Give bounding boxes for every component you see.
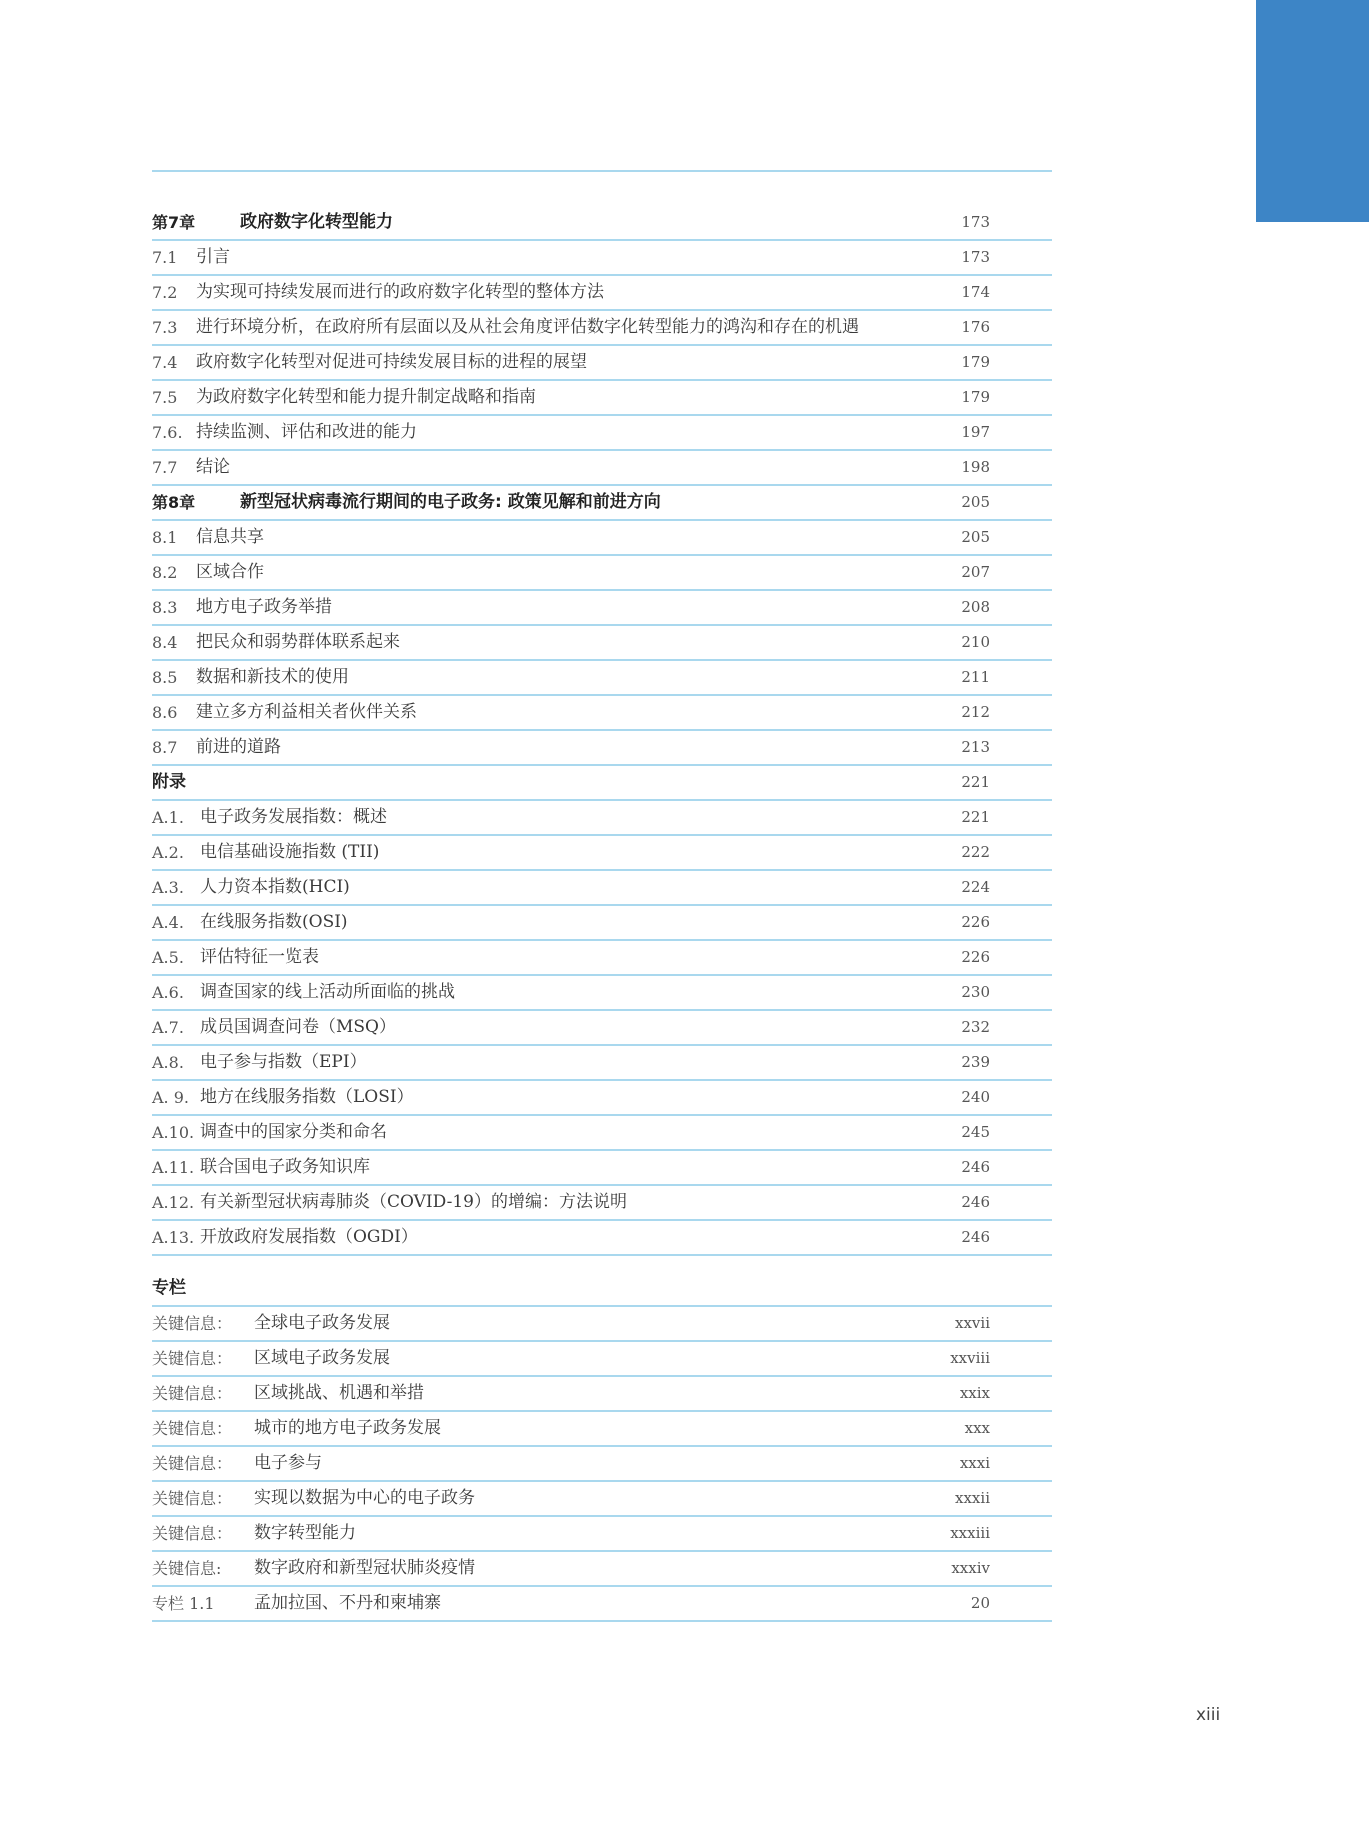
toc-entry[interactable] [152,1587,1052,1622]
page-number: 240 [961,1088,990,1106]
entry-title: 地方电子政务举措 [196,597,332,617]
page-number: xxvii [955,1314,990,1332]
page-number: 208 [961,598,990,616]
entry-number: 7.7 [152,458,178,477]
chapter-number: 第8章 [152,493,196,512]
toc-entry[interactable] [152,1377,1052,1412]
toc-entry[interactable] [152,1342,1052,1377]
toc-chapter-7[interactable] [152,206,1052,241]
page-number: xxviii [950,1349,990,1367]
toc-entry[interactable] [152,451,1052,486]
entry-title: 区域挑战、机遇和举措 [254,1383,424,1403]
entry-title: 在线服务指数(OSI) [200,912,348,932]
entry-title: 结论 [196,457,230,477]
page-number: 226 [961,913,990,931]
toc-entry[interactable] [152,871,1052,906]
entry-number: A.5. [152,948,184,967]
page-number: 197 [961,423,990,441]
page-number: 20 [970,1594,990,1612]
entry-number: A.7. [152,1018,184,1037]
page-number: 176 [961,318,990,336]
page-number: xxxi [959,1454,990,1472]
page-number: 198 [961,458,990,476]
toc-entry[interactable] [152,1081,1052,1116]
page-number: 205 [961,528,990,546]
page-number: 230 [961,983,990,1001]
page-number: 205 [961,493,990,511]
entry-number: A.12. [152,1193,195,1212]
entry-label: 关键信息： [152,1454,233,1473]
chapter-title: 新型冠状病毒流行期间的电子政务: 政策见解和前进方向 [240,492,661,512]
entry-number: A.1. [152,808,184,827]
toc-entry[interactable] [152,801,1052,836]
entry-title: 有关新型冠状病毒肺炎（COVID-19）的增编：方法说明 [200,1192,627,1212]
entry-title: 建立多方利益相关者伙伴关系 [196,702,417,722]
entry-title: 电子政务发展指数：概述 [200,807,387,827]
top-rule [152,170,1052,172]
toc-entry[interactable] [152,1482,1052,1517]
page-number: 173 [961,248,990,266]
toc-entry[interactable] [152,976,1052,1011]
entry-number: A.6. [152,983,184,1002]
page-number: 173 [961,213,990,231]
toc-entry[interactable] [152,416,1052,451]
toc-entry[interactable] [152,1221,1052,1256]
entry-label: 关键信息： [152,1489,233,1508]
page-number: 224 [961,878,990,896]
entry-number: 8.6 [152,703,178,722]
chapter-number: 第7章 [152,213,196,232]
entry-title: 数据和新技术的使用 [196,667,349,687]
entry-title: 持续监测、评估和改进的能力 [196,422,417,442]
entry-number: 8.7 [152,738,178,757]
entry-title: 全球电子政务发展 [254,1313,390,1333]
entry-number: 7.6. [152,423,183,442]
page-number: 211 [961,668,990,686]
page-number: 222 [961,843,990,861]
page-number: xxxiv [951,1559,990,1577]
entry-number: A.2. [152,843,184,862]
page-number: xxxii [955,1489,990,1507]
entry-title: 为政府数字化转型和能力提升制定战略和指南 [196,387,536,407]
entry-number: 7.1 [152,248,178,267]
entry-title: 成员国调查问卷（MSQ） [200,1017,396,1037]
entry-title: 电子参与 [254,1453,322,1473]
page-number: 232 [961,1018,990,1036]
toc-entry[interactable] [152,1552,1052,1587]
section-title: 附录 [152,772,186,792]
toc-boxes-heading[interactable] [152,1272,1052,1307]
page-number: 179 [961,388,990,406]
toc-entry[interactable] [152,626,1052,661]
entry-title: 进行环境分析，在政府所有层面以及从社会角度评估数字化转型能力的鸿沟和存在的机遇 [196,317,859,337]
entry-title: 孟加拉国、不丹和柬埔寨 [254,1593,441,1613]
toc-chapter-8[interactable] [152,486,1052,521]
page-number: xxxiii [950,1524,990,1542]
entry-number: 8.5 [152,668,178,687]
entry-title: 数字转型能力 [254,1523,356,1543]
toc-entry[interactable] [152,1412,1052,1447]
toc-entry[interactable] [152,1186,1052,1221]
entry-number: A.10. [152,1123,195,1142]
entry-title: 前进的道路 [196,737,281,757]
table-of-contents [152,170,1052,1622]
section-title: 专栏 [152,1278,186,1298]
entry-title: 信息共享 [196,527,264,547]
entry-title: 调查中的国家分类和命名 [200,1122,387,1142]
page-number: xxix [959,1384,990,1402]
entry-title: 区域合作 [196,562,264,582]
entry-number: 8.4 [152,633,178,652]
entry-number: 8.3 [152,598,178,617]
toc-entry[interactable] [152,591,1052,626]
entry-number: 7.2 [152,283,178,302]
entry-title: 联合国电子政务知识库 [200,1157,370,1177]
entry-label: 专栏 1.1 [152,1594,215,1613]
entry-label: 关键信息： [152,1524,233,1543]
entry-title: 为实现可持续发展而进行的政府数字化转型的整体方法 [196,282,604,302]
entry-number: A. 9. [152,1088,189,1107]
toc-entry[interactable] [152,241,1052,276]
entry-label: 关键信息： [152,1349,233,1368]
entry-label: 关键信息： [152,1419,233,1438]
page-number: 246 [961,1193,990,1211]
page-folio: xiii [1196,1705,1221,1725]
entry-title: 开放政府发展指数（OGDI） [200,1227,418,1247]
entry-title: 调查国家的线上活动所面临的挑战 [200,982,455,1002]
entry-title: 人力资本指数(HCI) [200,877,350,897]
entry-number: A.13. [152,1228,195,1247]
entry-title: 电信基础设施指数 (TII) [200,842,380,862]
entry-number: 7.3 [152,318,178,337]
entry-number: A.8. [152,1053,184,1072]
toc-entry[interactable] [152,1307,1052,1342]
page-number: 207 [961,563,990,581]
toc-entry[interactable] [152,836,1052,871]
entry-number: 8.1 [152,528,178,547]
page-number: 226 [961,948,990,966]
page-number: 179 [961,353,990,371]
entry-title: 区域电子政务发展 [254,1348,390,1368]
page-number: xxx [964,1419,990,1437]
toc-entry[interactable] [152,661,1052,696]
toc-entry[interactable] [152,696,1052,731]
page-number: 239 [961,1053,990,1071]
page-number: 213 [961,738,990,756]
entry-number: 7.5 [152,388,178,407]
entry-number: 7.4 [152,353,178,372]
toc-entry[interactable] [152,731,1052,766]
toc-entry[interactable] [152,1447,1052,1482]
page-number: 210 [961,633,990,651]
entry-label: 关键信息: [152,1559,222,1578]
toc-entry[interactable] [152,1116,1052,1151]
toc-entry[interactable] [152,311,1052,346]
chapter-title: 政府数字化转型能力 [240,212,393,232]
page-number: 221 [961,808,990,826]
toc-entry[interactable] [152,521,1052,556]
entry-label: 关键信息： [152,1314,233,1333]
entry-number: A.3. [152,878,184,897]
page-number: 246 [961,1158,990,1176]
entry-title: 数字政府和新型冠状肺炎疫情 [254,1558,475,1578]
entry-title: 引言 [196,247,230,267]
toc-entry[interactable] [152,941,1052,976]
toc-entry[interactable] [152,1151,1052,1186]
entry-title: 把民众和弱势群体联系起来 [196,632,400,652]
toc-entry[interactable] [152,1011,1052,1046]
toc-appendix-heading[interactable] [152,766,1052,801]
entry-title: 评估特征一览表 [200,947,319,967]
toc-entry[interactable] [152,1046,1052,1081]
entry-title: 地方在线服务指数（LOSI） [200,1087,414,1107]
toc-entry[interactable] [152,1517,1052,1552]
entry-number: 8.2 [152,563,178,582]
toc-entry[interactable] [152,381,1052,416]
chapter-color-tab [1256,0,1369,222]
page-number: 174 [961,283,990,301]
page-number: 245 [961,1123,990,1141]
entry-number: A.11. [152,1158,195,1177]
entry-number: A.4. [152,913,184,932]
page-number: 246 [961,1228,990,1246]
toc-entry[interactable] [152,906,1052,941]
page-number: 212 [961,703,990,721]
page-number: 221 [961,773,990,791]
entry-title: 政府数字化转型对促进可持续发展目标的进程的展望 [196,352,587,372]
entry-title: 实现以数据为中心的电子政务 [254,1488,475,1508]
entry-title: 电子参与指数（EPI） [200,1052,367,1072]
toc-entry[interactable] [152,556,1052,591]
entry-label: 关键信息： [152,1384,233,1403]
entry-title: 城市的地方电子政务发展 [254,1418,441,1438]
toc-entry[interactable] [152,346,1052,381]
toc-entry[interactable] [152,276,1052,311]
